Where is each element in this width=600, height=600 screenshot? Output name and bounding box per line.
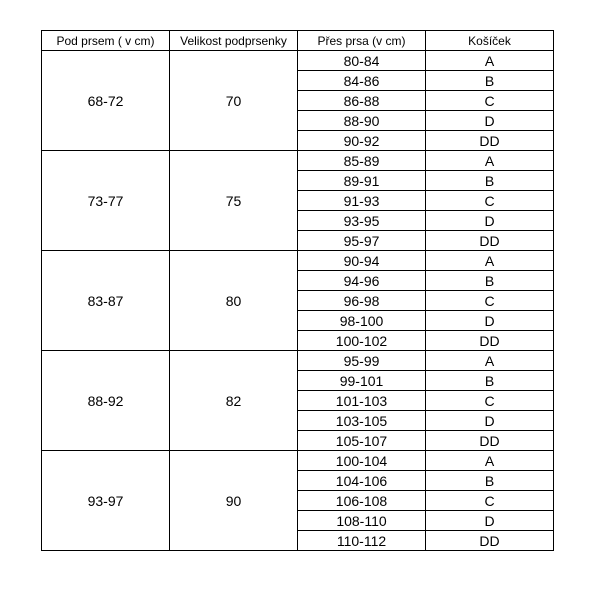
under-bust-cell: 73-77 (42, 151, 170, 251)
cup-size-cell: DD (426, 331, 554, 351)
bust-range-cell: 88-90 (298, 111, 426, 131)
cup-size-cell: D (426, 111, 554, 131)
under-bust-cell: 68-72 (42, 51, 170, 151)
cup-size-cell: A (426, 251, 554, 271)
table-row (42, 151, 554, 171)
cup-size-cell: C (426, 391, 554, 411)
band-size-cell: 82 (170, 351, 298, 451)
bust-range-cell: 90-92 (298, 131, 426, 151)
bust-range-cell: 105-107 (298, 431, 426, 451)
bust-range-cell: 95-99 (298, 351, 426, 371)
cup-size-cell: B (426, 171, 554, 191)
band-size-cell: 80 (170, 251, 298, 351)
size-chart-table (41, 30, 554, 551)
under-bust-cell: 83-87 (42, 251, 170, 351)
bust-range-cell: 104-106 (298, 471, 426, 491)
cup-size-cell: B (426, 371, 554, 391)
bust-range-cell: 106-108 (298, 491, 426, 511)
header-row (42, 31, 554, 51)
bust-range-cell: 90-94 (298, 251, 426, 271)
cup-size-cell: B (426, 271, 554, 291)
bust-range-cell: 100-102 (298, 331, 426, 351)
under-bust-cell: 88-92 (42, 351, 170, 451)
cup-size-cell: DD (426, 231, 554, 251)
cup-size-cell: D (426, 411, 554, 431)
cup-size-cell: A (426, 51, 554, 71)
band-size-cell: 70 (170, 51, 298, 151)
header-cup: Košíček (426, 31, 554, 51)
cup-size-cell: DD (426, 131, 554, 151)
cup-size-cell: A (426, 451, 554, 471)
cup-size-cell: B (426, 471, 554, 491)
table-row (42, 351, 554, 371)
cup-size-cell: A (426, 151, 554, 171)
cup-size-cell: D (426, 211, 554, 231)
header-band-size: Velikost podprsenky (170, 31, 298, 51)
table-row (42, 451, 554, 471)
cup-size-cell: C (426, 191, 554, 211)
cup-size-cell: DD (426, 531, 554, 551)
bust-range-cell: 96-98 (298, 291, 426, 311)
table-row (42, 251, 554, 271)
cup-size-cell: A (426, 351, 554, 371)
bust-range-cell: 84-86 (298, 71, 426, 91)
size-chart-body (42, 51, 554, 551)
band-size-cell: 75 (170, 151, 298, 251)
bust-range-cell: 103-105 (298, 411, 426, 431)
cup-size-cell: D (426, 511, 554, 531)
bust-range-cell: 94-96 (298, 271, 426, 291)
bust-range-cell: 110-112 (298, 531, 426, 551)
bust-range-cell: 101-103 (298, 391, 426, 411)
bust-range-cell: 108-110 (298, 511, 426, 531)
bust-range-cell: 93-95 (298, 211, 426, 231)
bust-range-cell: 99-101 (298, 371, 426, 391)
cup-size-cell: DD (426, 431, 554, 451)
cup-size-cell: C (426, 291, 554, 311)
bust-range-cell: 86-88 (298, 91, 426, 111)
header-under-bust: Pod prsem ( v cm) (42, 31, 170, 51)
cup-size-cell: C (426, 91, 554, 111)
bust-range-cell: 95-97 (298, 231, 426, 251)
bust-range-cell: 98-100 (298, 311, 426, 331)
cup-size-cell: C (426, 491, 554, 511)
bust-range-cell: 100-104 (298, 451, 426, 471)
band-size-cell: 90 (170, 451, 298, 551)
under-bust-cell: 93-97 (42, 451, 170, 551)
bust-range-cell: 85-89 (298, 151, 426, 171)
cup-size-cell: B (426, 71, 554, 91)
bust-range-cell: 89-91 (298, 171, 426, 191)
cup-size-cell: D (426, 311, 554, 331)
bust-range-cell: 80-84 (298, 51, 426, 71)
table-row (42, 51, 554, 71)
bust-range-cell: 91-93 (298, 191, 426, 211)
header-bust: Přes prsa (v cm) (298, 31, 426, 51)
